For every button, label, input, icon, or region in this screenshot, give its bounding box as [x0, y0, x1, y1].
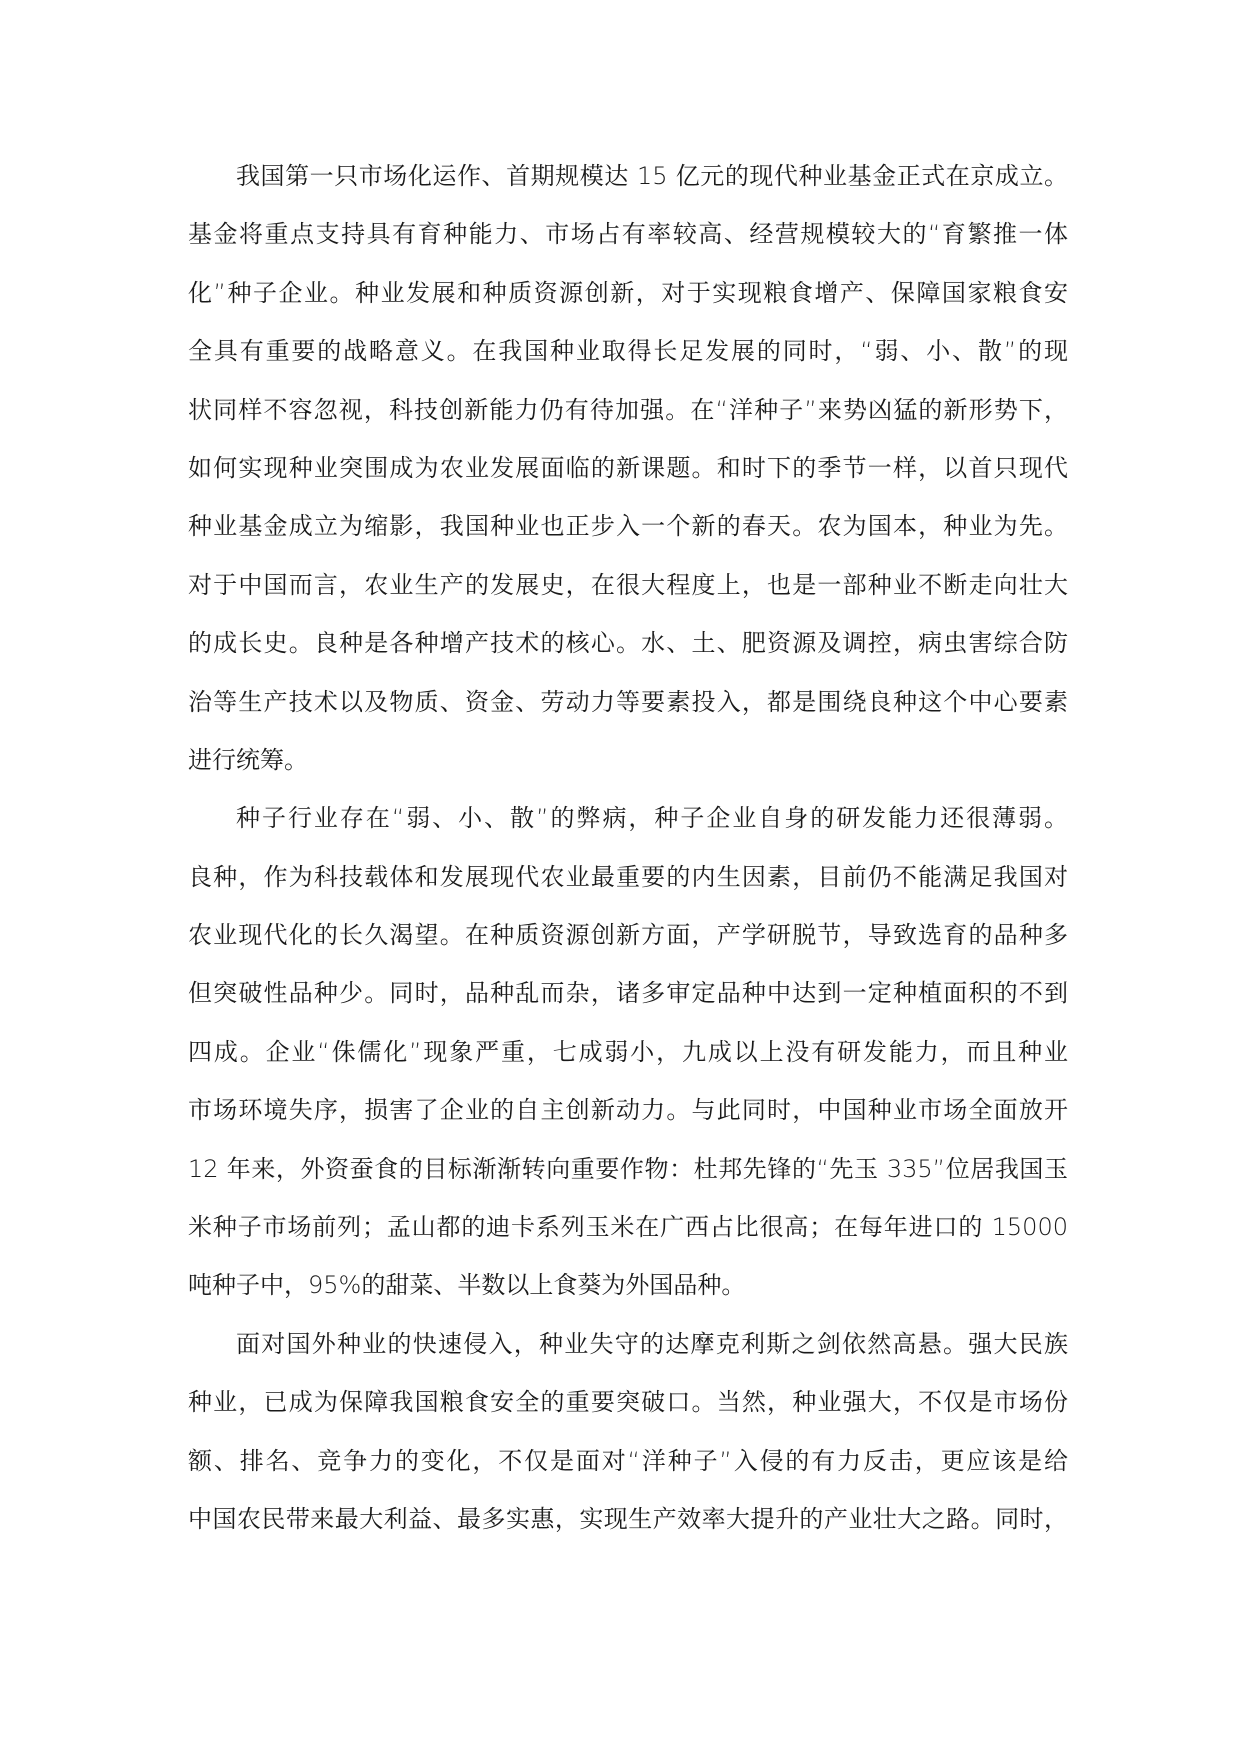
paragraph-1: [188, 147, 1068, 789]
text-line: 面对国外种业的快速侵入，种业失守的达摩克利斯之剑依然高悬。强大民族: [236, 1329, 1068, 1358]
text-line: 农业现代化的长久渴望。在种质资源创新方面，产学研脱节，导致选育的品种多: [188, 921, 1068, 950]
text-line: 状同样不容忽视，科技创新能力仍有待加强。在“洋种子”来势凶猛的新形势下，: [188, 395, 1068, 424]
text-line: 但突破性品种少。同时，品种乱而杂，诸多审定品种中达到一定种植面积的不到: [188, 979, 1068, 1008]
text-line: 种子行业存在“弱、小、散”的弊病，种子企业自身的研发能力还很薄弱。: [236, 804, 1068, 833]
text-line: 治等生产技术以及物质、资金、劳动力等要素投入，都是围绕良种这个中心要素: [188, 687, 1068, 716]
text-line: 对于中国而言，农业生产的发展史，在很大程度上，也是一部种业不断走向壮大: [188, 570, 1068, 599]
text-line: 全具有重要的战略意义。在我国种业取得长足发展的同时，“弱、小、散”的现: [188, 337, 1068, 366]
document-body: [188, 147, 1068, 1548]
text-line: 如何实现种业突围成为农业发展面临的新课题。和时下的季节一样，以首只现代: [188, 453, 1068, 482]
text-line: 米种子市场前列；孟山都的迪卡系列玉米在广西占比很高；在每年进口的 15000: [188, 1213, 1068, 1242]
text-line: 四成。企业“侏儒化”现象严重，七成弱小，九成以上没有研发能力，而且种业: [188, 1037, 1068, 1066]
paragraph-2: [188, 789, 1068, 1315]
text-line: 12 年来，外资蚕食的目标渐渐转向重要作物：杜邦先锋的“先玉 335”位居我国玉: [188, 1154, 1068, 1183]
paragraph-3: [188, 1315, 1068, 1549]
text-line: 化”种子企业。种业发展和种质资源创新，对于实现粮食增产、保障国家粮食安: [188, 278, 1068, 307]
text-line: 种业基金成立为缩影，我国种业也正步入一个新的春天。农为国本，种业为先。: [188, 512, 1068, 541]
text-line: 良种，作为科技载体和发展现代农业最重要的内生因素，目前仍不能满足我国对: [188, 862, 1068, 891]
text-line: 我国第一只市场化运作、首期规模达 15 亿元的现代种业基金正式在京成立。: [236, 162, 1068, 190]
text-line: 种业，已成为保障我国粮食安全的重要突破口。当然，种业强大，不仅是市场份: [188, 1388, 1068, 1417]
text-line: 的成长史。良种是各种增产技术的核心。水、土、肥资源及调控，病虫害综合防: [188, 629, 1068, 658]
text-line: 基金将重点支持具有育种能力、市场占有率较高、经营规模较大的“育繁推一体: [188, 220, 1068, 249]
text-line: 额、排名、竞争力的变化，不仅是面对“洋种子”入侵的有力反击，更应该是给: [188, 1446, 1068, 1475]
text-line: 市场环境失序，损害了企业的自主创新动力。与此同时，中国种业市场全面放开: [188, 1096, 1068, 1125]
text-line: 中国农民带来最大利益、最多实惠，实现生产效率大提升的产业壮大之路。同时，: [188, 1504, 1068, 1533]
text-line: 进行统筹。: [188, 745, 308, 774]
text-line: 吨种子中，95%的甜菜、半数以上食葵为外国品种。: [188, 1271, 746, 1300]
